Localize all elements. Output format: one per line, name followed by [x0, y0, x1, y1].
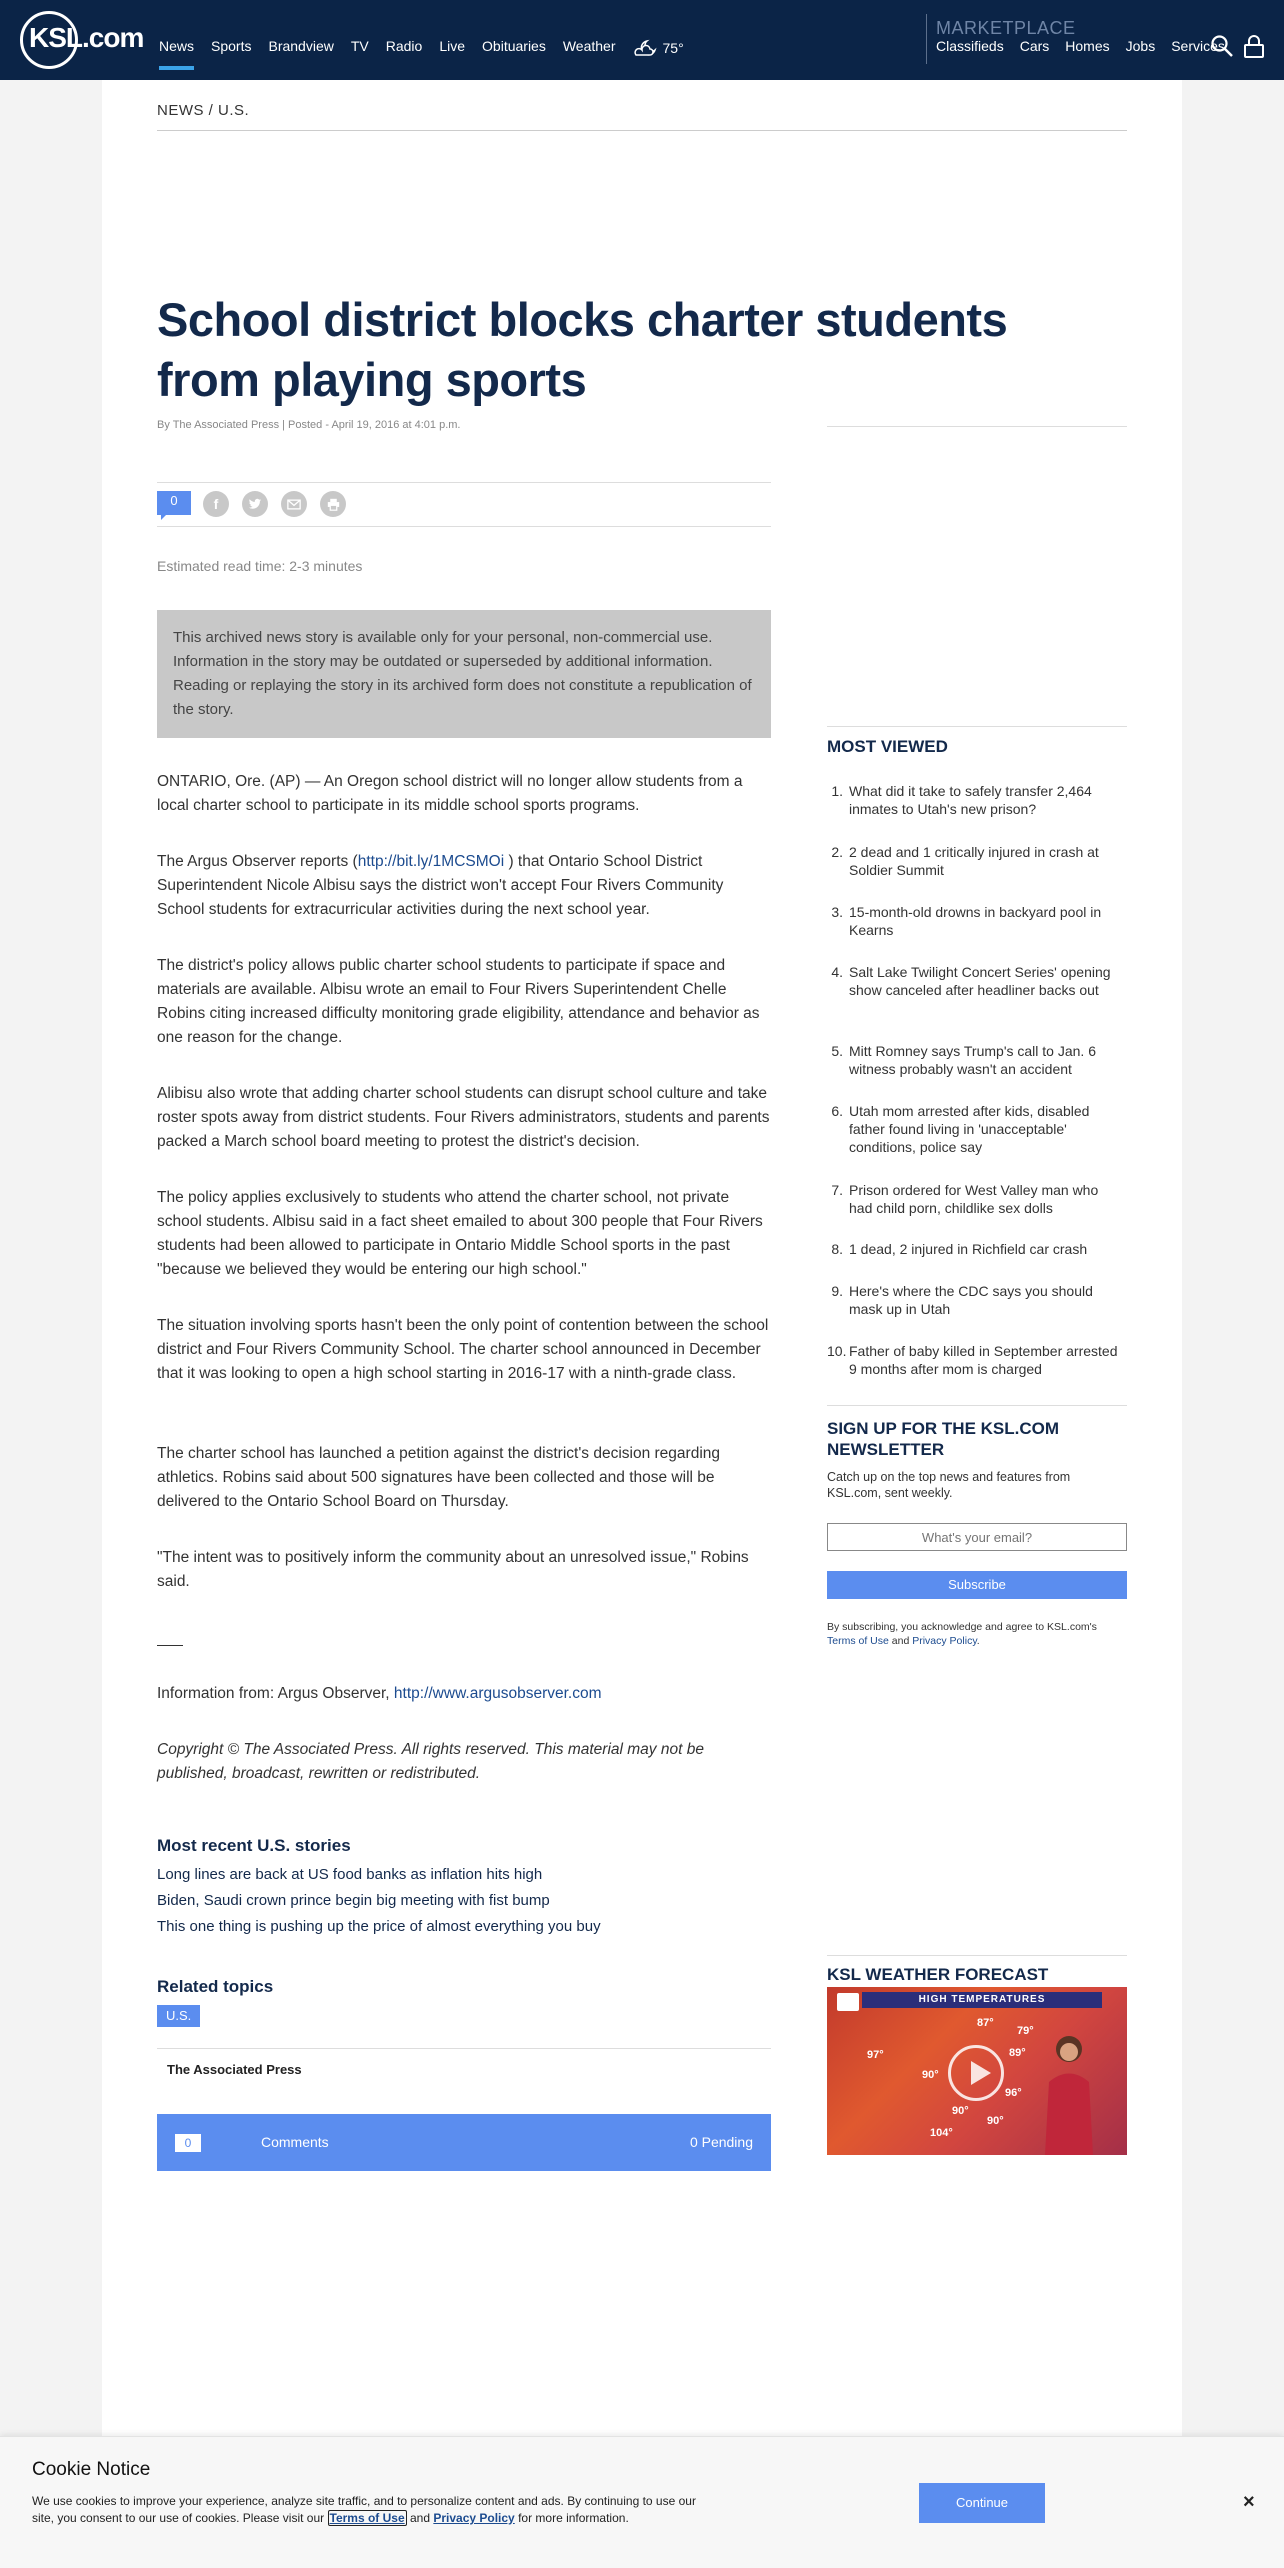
comments-bar[interactable] — [157, 2114, 771, 2171]
archive-notice: This archived news story is available only for your personal, non-commercial use. Information in the story may be outdated or superseded by additional information. Reading or replaying the story in its archived form does not constitute a republication of the story. — [157, 610, 771, 738]
meteorologist-figure — [1037, 2027, 1097, 2155]
cookie-text — [32, 2493, 712, 2527]
most-viewed-divider — [827, 726, 1127, 727]
cookie-text-start: We use cookies to improve your experience, analyze site traffic, and to personalize content and ads. By continuing to use our site, you consent to our use of cookies. Please visit our — [32, 2494, 696, 2525]
item-number: 3. — [831, 904, 843, 920]
paragraph-7: The charter school has launched a petition against the district's decision regarding athletics. Robins said about 500 signatures have been collected and those will be delivered to the Ontario School Board on Thursday. — [157, 1445, 721, 1510]
ksl-logo[interactable] — [20, 8, 145, 72]
nav-tv[interactable]: TV — [350, 38, 369, 54]
item-number: 6. — [831, 1103, 843, 1119]
subscribe-button[interactable]: Subscribe — [827, 1571, 1127, 1599]
envelope-glyph — [287, 499, 301, 510]
author-divider — [157, 2048, 771, 2049]
map-temp: 97° — [867, 2049, 884, 2061]
marketplace-divider — [926, 14, 927, 64]
nav-weather[interactable]: Weather — [562, 38, 616, 54]
item-headline[interactable]: Father of baby killed in September arrested 9 months after mom is charged — [849, 1343, 1118, 1377]
item-number: 2. — [831, 844, 843, 860]
item-headline[interactable]: Here's where the CDC says you should mask up in Utah — [849, 1283, 1093, 1317]
nav-radio[interactable]: Radio — [385, 38, 423, 54]
main-nav — [159, 38, 684, 58]
nav-jobs[interactable]: Jobs — [1125, 38, 1156, 54]
sidebar-divider — [827, 426, 1127, 427]
topic-tag[interactable]: U.S. — [157, 2005, 200, 2027]
paragraph-4: Alibisu also wrote that adding charter school students can disrupt school culture and take roster spots away from district students. Four Rivers administrators, students and parents packed a March school board meeting to protest the district's decision. — [157, 1085, 770, 1150]
nav-live[interactable]: Live — [439, 38, 466, 54]
most-viewed-item[interactable] — [827, 843, 1127, 879]
nav-classifieds[interactable]: Classifieds — [936, 38, 1004, 54]
map-temp: 104° — [930, 2127, 953, 2139]
cookie-text-end: for more information. — [514, 2511, 629, 2525]
twitter-icon[interactable] — [242, 491, 268, 517]
most-viewed-item[interactable] — [827, 782, 1127, 818]
comments-count: 0 — [175, 2134, 201, 2152]
item-headline[interactable]: Utah mom arrested after kids, disabled father found living in 'unacceptable' conditions, police say — [849, 1103, 1090, 1155]
weather-divider — [827, 1955, 1127, 1956]
weather-widget[interactable] — [633, 38, 684, 58]
print-icon[interactable] — [320, 491, 346, 517]
map-temp: 79° — [1017, 2025, 1034, 2037]
read-time: Estimated read time: 2-3 minutes — [157, 558, 363, 574]
info-source — [157, 1682, 771, 1706]
breadcrumb-divider — [157, 130, 1127, 131]
top-navigation-bar — [0, 0, 1284, 80]
author-name[interactable]: The Associated Press — [167, 2062, 302, 2077]
comment-count-badge[interactable]: 0 — [157, 491, 191, 515]
newsletter-divider — [827, 1405, 1127, 1406]
most-viewed-item[interactable] — [827, 1181, 1127, 1217]
map-temp: 89° — [1009, 2047, 1026, 2059]
moon-cloud-icon — [633, 38, 659, 58]
close-icon[interactable]: × — [1243, 2491, 1255, 2513]
item-headline[interactable]: Salt Lake Twilight Concert Series' opening show canceled after headliner backs out — [849, 964, 1111, 998]
twitter-bird-glyph — [248, 497, 262, 511]
email-icon[interactable] — [281, 491, 307, 517]
most-viewed-item[interactable] — [827, 1342, 1127, 1378]
terms-of-use-link[interactable]: Terms of Use — [827, 1635, 889, 1647]
map-temp: 90° — [987, 2115, 1004, 2127]
nav-obituaries[interactable]: Obituaries — [482, 38, 546, 54]
paragraph-1: ONTARIO, Ore. (AP) — An Oregon school district will no longer allow students from a local charter school to participate in its middle school sports programs. — [157, 773, 743, 814]
legal-and: and — [888, 1635, 913, 1647]
cookie-continue-button[interactable]: Continue — [919, 2483, 1045, 2523]
byline: By The Associated Press | Posted - April 19, 2016 at 4:01 p.m. — [157, 419, 461, 431]
info-prefix: Information from: Argus Observer, — [157, 1685, 394, 1702]
argus-observer-link[interactable]: http://www.argusobserver.com — [393, 1685, 602, 1702]
item-headline[interactable]: 1 dead, 2 injured in Richfield car crash — [849, 1241, 1088, 1257]
newsletter-legal — [827, 1620, 1127, 1648]
temperature: 75° — [662, 40, 684, 56]
most-viewed-item[interactable] — [827, 1282, 1127, 1318]
recent-story-link[interactable]: This one thing is pushing up the price of almost everything you buy — [157, 1918, 601, 1935]
most-viewed-item[interactable] — [827, 1042, 1127, 1078]
weather-banner: HIGH TEMPERATURES — [862, 1992, 1102, 2008]
map-temp: 90° — [922, 2069, 939, 2081]
map-temp: 87° — [977, 2017, 994, 2029]
cookie-privacy-link[interactable]: Privacy Policy — [433, 2511, 515, 2525]
marketplace-nav — [936, 38, 1225, 54]
recent-story-link[interactable]: Long lines are back at US food banks as inflation hits high — [157, 1866, 543, 1883]
recent-stories-title: Most recent U.S. stories — [157, 1836, 351, 1855]
paragraph-8: "The intent was to positively inform the community about an unresolved issue," Robins said. — [157, 1549, 749, 1590]
share-divider-top — [157, 482, 771, 483]
legal-end: . — [976, 1635, 980, 1647]
play-icon[interactable] — [948, 2045, 1004, 2101]
paragraph-2-start: The Argus Observer reports ( — [157, 853, 358, 870]
cookie-notice — [0, 2436, 1284, 2568]
comments-pending: 0 Pending — [689, 2134, 753, 2150]
most-viewed-item[interactable] — [827, 1240, 1127, 1258]
article-headline: School district blocks charter students from playing sports — [157, 293, 1008, 406]
nav-news[interactable]: News — [159, 38, 194, 58]
item-number: 1. — [831, 783, 843, 799]
marketplace-title[interactable]: MARKETPLACE — [936, 18, 1076, 38]
item-number: 7. — [831, 1182, 843, 1198]
most-viewed-item[interactable] — [827, 903, 1127, 939]
paragraph-6: The situation involving sports hasn't been the only point of contention between the school district and Four Rivers Community School. The charter school announced in December that it was looking to open a high school starting in 2016-17 with a ninth-grade class. — [157, 1317, 769, 1382]
nav-services[interactable]: Services — [1171, 38, 1225, 54]
paragraph-3: The district's policy allows public charter school students to participate if space and materials are available. Albisu wrote an email to Four Rivers Superintendent Chelle Robins citing increased difficulty monitoring grade eligibility, attendance and behavior as one reason for the change. — [157, 957, 760, 1046]
search-icon[interactable] — [1210, 34, 1234, 58]
user-lock-icon[interactable] — [1243, 34, 1265, 58]
most-viewed-item[interactable] — [827, 963, 1127, 999]
weather-forecast-title: KSL WEATHER FORECAST — [827, 1965, 1049, 1984]
breadcrumb[interactable]: NEWS / U.S. — [157, 102, 250, 119]
item-headline[interactable]: Mitt Romney says Trump's call to Jan. 6 witness probably wasn't an accident — [849, 1043, 1096, 1077]
newsletter-description: Catch up on the top news and features from KSL.com, sent weekly. — [827, 1470, 1071, 1500]
item-headline[interactable]: 2 dead and 1 critically injured in crash at Soldier Summit — [849, 844, 1099, 878]
nav-homes[interactable]: Homes — [1065, 38, 1110, 54]
item-number: 8. — [831, 1241, 843, 1257]
item-number: 9. — [831, 1283, 843, 1299]
copyright-notice: Copyright © The Associated Press. All rights reserved. This material may not be published, broadcast, rewritten or redistributed. — [157, 1741, 704, 1782]
cookie-text-and: and — [409, 2511, 434, 2525]
nav-sports[interactable]: Sports — [211, 38, 252, 54]
recent-story-link[interactable]: Biden, Saudi crown prince begin big meeting with fist bump — [157, 1892, 550, 1909]
privacy-policy-link[interactable]: Privacy Policy — [912, 1635, 977, 1647]
related-topics-title: Related topics — [157, 1977, 274, 1996]
paragraph-2-end: ) that Ontario School District Superintendent Nicole Albisu says the district won't accept Four Rivers Community School students for extracurricular activities during the next school year. — [157, 853, 724, 918]
newsletter-title: SIGN UP FOR THE KSL.COM NEWSLETTER — [827, 1419, 1060, 1459]
cookie-terms-link[interactable]: Terms of Use — [329, 2511, 405, 2525]
printer-glyph — [327, 498, 340, 511]
item-number: 10. — [827, 1343, 847, 1359]
item-headline[interactable]: Prison ordered for West Valley man who had child porn, childlike sex dolls — [849, 1182, 1099, 1216]
nav-cars[interactable]: Cars — [1019, 38, 1050, 54]
comments-label: Comments — [261, 2134, 329, 2150]
station-logo — [837, 1993, 859, 2011]
item-number: 5. — [831, 1043, 843, 1059]
logo-text: KSL.com — [29, 22, 144, 53]
paragraph-2 — [157, 850, 771, 922]
most-viewed-title: MOST VIEWED — [827, 737, 948, 756]
newsletter-email-input[interactable] — [827, 1523, 1127, 1551]
legal-prefix: By subscribing, you acknowledge and agree to KSL.com's — [827, 1621, 1097, 1633]
argus-short-link[interactable]: http://bit.ly/1MCSMOi — [357, 853, 505, 870]
most-viewed-item[interactable] — [827, 1102, 1127, 1156]
item-headline[interactable]: 15-month-old drowns in backyard pool in Kearns — [849, 904, 1102, 938]
map-temp: 96° — [1005, 2087, 1022, 2099]
weather-video-thumbnail[interactable] — [827, 1987, 1127, 2155]
share-divider-bottom — [157, 526, 771, 527]
cookie-title: Cookie Notice — [32, 2459, 151, 2480]
item-headline[interactable]: What did it take to safely transfer 2,464 inmates to Utah's new prison? — [849, 783, 1092, 817]
item-number: 4. — [831, 964, 843, 980]
paragraph-5: The policy applies exclusively to students who attend the charter school, not private school students. Albisu said in a fact sheet emailed to about 300 people that Four Rivers students had been allowed to participate in Ontario Middle School sports in the past "because we believed they would be entering our high school." — [157, 1189, 763, 1278]
article-separator — [157, 1645, 183, 1646]
facebook-icon[interactable]: f — [203, 491, 229, 517]
nav-brandview[interactable]: Brandview — [268, 38, 334, 54]
map-temp: 90° — [952, 2105, 969, 2117]
